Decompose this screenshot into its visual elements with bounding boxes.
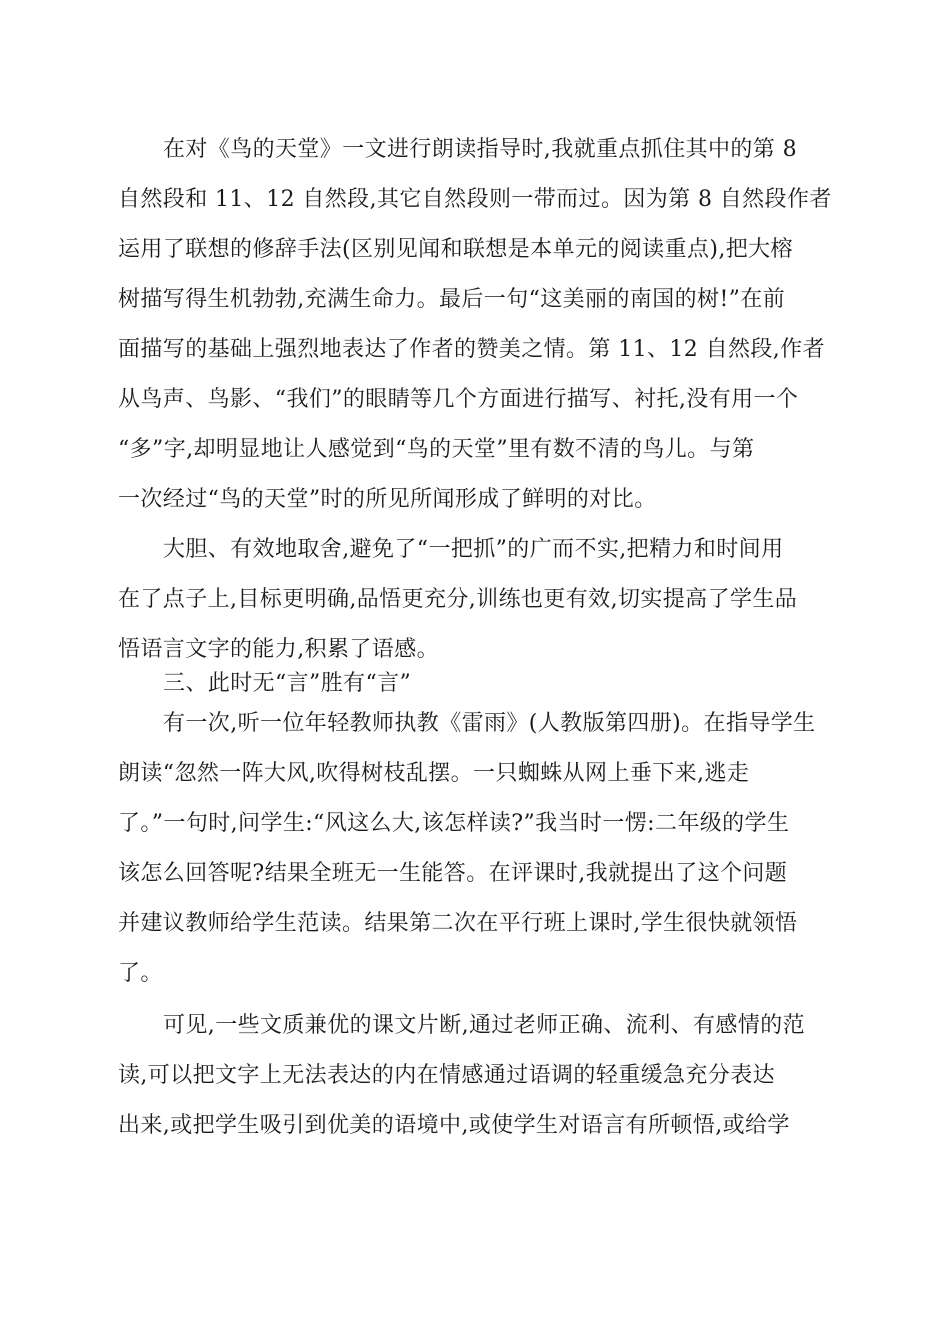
text-line: 面描写的基础上强烈地表达了作者的赞美之情。第 11、12 自然段,作者 bbox=[118, 337, 825, 362]
text-line: 从鸟声、鸟影、“我们”的眼睛等几个方面进行描写、衬托,没有用一个 bbox=[118, 387, 799, 412]
text-line: 大胆、有效地取舍,避免了“一把抓”的广而不实,把精力和时间用 bbox=[163, 537, 784, 562]
text-line: 可见,一些文质兼优的课文片断,通过老师正确、流利、有感情的范 bbox=[163, 1013, 805, 1038]
section-heading-text: 三、此时无“言”胜有“言” bbox=[163, 671, 412, 696]
text-line: 出来,或把学生吸引到优美的语境中,或使学生对语言有所顿悟,或给学 bbox=[118, 1113, 790, 1138]
text-line: 在对《鸟的天堂》一文进行朗读指导时,我就重点抓住其中的第 8 bbox=[163, 137, 797, 162]
text-line: 并建议教师给学生范读。结果第二次在平行班上课时,学生很快就领悟 bbox=[118, 911, 798, 936]
text-line: 了。 bbox=[118, 961, 163, 986]
text-line: 朗读“忽然一阵大风,吹得树枝乱摆。一只蜘蛛从网上垂下来,逃走 bbox=[118, 761, 750, 786]
text-line: 有一次,听一位年轻教师执教《雷雨》(人教版第四册)。在指导学生 bbox=[163, 711, 816, 736]
text-line: 悟语言文字的能力,积累了语感。 bbox=[118, 637, 439, 662]
text-line: 在了点子上,目标更明确,品悟更充分,训练也更有效,切实提高了学生品 bbox=[118, 587, 798, 612]
text-line: 树描写得生机勃勃,充满生命力。最后一句“这美丽的南国的树!”在前 bbox=[118, 287, 786, 312]
text-line: 了。”一句时,问学生:“风这么大,该怎样读?”我当时一愣:二年级的学生 bbox=[118, 811, 790, 836]
text-line: 读,可以把文字上无法表达的内在情感通过语调的轻重缓急充分表达 bbox=[118, 1063, 775, 1088]
text-line: 自然段和 11、12 自然段,其它自然段则一带而过。因为第 8 自然段作者 bbox=[118, 187, 832, 212]
text-line: 该怎么回答呢?结果全班无一生能答。在评课时,我就提出了这个问题 bbox=[118, 861, 788, 886]
text-line: 运用了联想的修辞手法(区别见闻和联想是本单元的阅读重点),把大榕 bbox=[118, 237, 793, 262]
text-line: “多”字,却明显地让人感觉到“鸟的天堂”里有数不清的鸟儿。与第 bbox=[118, 437, 755, 462]
text-line: 一次经过“鸟的天堂”时的所见所闻形成了鲜明的对比。 bbox=[118, 487, 657, 512]
